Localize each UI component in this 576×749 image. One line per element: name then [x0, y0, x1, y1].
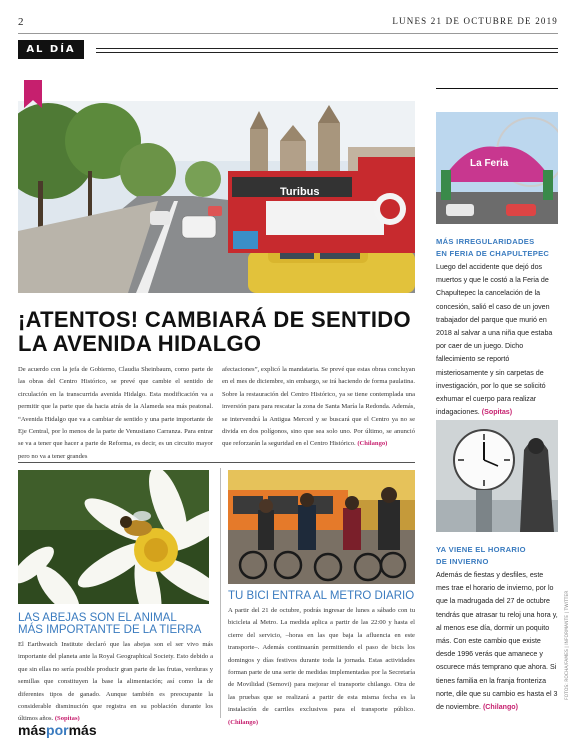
main-headline-line2: LA AVENIDA HIDALGO: [18, 331, 262, 356]
photo-credit: FOTOS: ROCHA/FAMES | INFORMANTE | TWITTER: [565, 590, 570, 700]
main-headline: [18, 308, 415, 356]
sidebar-top-rule: [436, 88, 558, 89]
horario-headline-line2: DE INVIERNO: [436, 557, 489, 566]
issue-date: LUNES 21 DE OCTUBRE DE 2019: [392, 16, 558, 26]
section-rule: [96, 48, 558, 53]
main-story-col2-text: afectaciones”, explicó la mandataria. Se prevé que estas obras concluyan en el mes de diciembre, sin embargo, se irá haciendo de forma paulatina. Sobre la restauración del Centro Histórico, ya se tiene contemplada una inversión para para rescatar la zona de Santa María la Redonda. Además, se intervendrá la Antigua Merced y se buscará que el Centro ya no se divida en dos polígonos, sino que sea solo uno. Por último, se anunció que reforzarán la seguridad en el Centro Histórico.: [222, 366, 415, 448]
bike-headline: TU BICI ENTRA AL METRO DIARIO: [228, 590, 415, 602]
feria-body-text: Luego del accidente que dejó dos muertos y que le costó a la Feria de Chapultepec la cancelación de la concesión, salió el caso de un joven trabajador del parque que murió en 2018 al salvar a una niña que estaba por caer de un juego. Dicho fallecimiento se reportó misteriosamente y sin carpetas de investigación, por lo que se solicitó exhumar el cuerpo para realizar indagaciones.: [436, 263, 553, 417]
logo-part1: más: [18, 722, 47, 738]
column-divider: [220, 468, 221, 718]
main-headline-line1: ¡ATENTOS! CAMBIARÁ DE SENTIDO: [18, 307, 411, 332]
feria-headline-line1: MÁS IRREGULARIDADES: [436, 237, 535, 246]
bike-body-text: A partir del 21 de octubre, podrás ingresar de lunes a sábado con tu bicicleta al Metro. La medida aplica a partir de las 22:00 y hasta el cierre del servicio, –horas en las que baja la afluencia en este transporte–. Además continuarán permitiendo el paso de bicis los domingos y días festivos durante toda la jornada. Estas actividades forman parte de una serie de medidas implementadas por la Secretaría de Movilidad (Semovi) para mejorar el transporte chilango. Otra de las pruebas que se realizará a partir de esta misma fecha es la instalación de carriles exclusivos para el transporte público.: [228, 607, 415, 714]
bike-credit: (Chilango): [228, 718, 259, 726]
logo-part3: más: [68, 722, 97, 738]
avenida-hidalgo-photo: [18, 101, 415, 293]
horario-headline-line1: YA VIENE EL HORARIO: [436, 545, 526, 554]
bee-flower-photo: [18, 470, 209, 604]
bees-headline-line2: MÁS IMPORTANTE DE LA TIERRA: [18, 624, 202, 636]
horario-body-text: Además de fiestas y desfiles, este mes trae el horario de invierno, por lo que la madrugada del 27 de octubre tendrás que atrasar tu reloj una hora y, al menos ese día, dormir un poquito más. Con este cambio que existe desde 1996 verás que amanece y oscurece más temprano que ahora. Si tienes familia en la franja fronteriza norte, dile que su cambio es hasta el 3 de noviembre.: [436, 571, 558, 712]
bees-headline-line1: LAS ABEJAS SON EL ANIMAL: [18, 612, 177, 624]
feria-credit: (Sopitas): [481, 408, 513, 417]
section-label: AL DÍA: [18, 40, 84, 59]
feria-photo: [436, 112, 558, 224]
logo-part2: por: [46, 722, 69, 738]
bees-body: [18, 639, 213, 726]
feria-headline: [436, 236, 558, 260]
page-number: 2: [18, 16, 24, 28]
feria-sign: La Feria: [470, 158, 509, 169]
bike-body: [228, 605, 415, 729]
header-divider: [18, 33, 558, 34]
main-story-col1-text: De acuerdo con la jefa de Gobierno, Claudia Sheinbaum, como parte de las obras del Centro Histórico, se prevé que cambie el sentido de circulación en la transcurrida avenida Hidalgo. Esta modificación va a permitir que la parte que da hacia atrás de la Alameda sea más peatonal. “Avenida Hidalgo que va a cambiar de sentido y una parte importante de Eje Central, por lo menos de la parte de Venustiano Carranza. Para entrar se va a tener que hacer a parte de Reforma, es decir, es un circuito mayor pero no va a tener grandes: [18, 366, 213, 460]
turibus-sign: Turibus: [280, 186, 320, 198]
horario-headline: [436, 544, 558, 568]
main-story-credit: (Chilango): [357, 440, 388, 448]
main-story-col2: [222, 364, 415, 451]
main-story-col1: [18, 364, 213, 463]
bees-headline: [18, 612, 213, 636]
feria-body: [436, 261, 558, 419]
metro-bike-photo: [228, 470, 415, 584]
bees-credit: (Sopitas): [54, 715, 80, 723]
horario-credit: (Chilango): [482, 703, 519, 712]
masxmas-logo: [18, 722, 97, 738]
story-divider: [18, 462, 415, 463]
bees-body-text: El Earthwatch Institute declaró que las abejas son el ser vivo más importante del planeta ante la Royal Geographical Society. Esto debido a que sin ellas no sería posible producir gran parte de las frutas, verduras y semillas que constituyen la base la alimentación; así como la de diferentes tipos de ganado. Aunque también es preocupante la considerable disminución que registra en su población durante los últimos años.: [18, 641, 213, 723]
clock-photo: [436, 420, 558, 532]
feria-headline-line2: EN FERIA DE CHAPULTEPEC: [436, 249, 550, 258]
horario-body: [436, 569, 558, 714]
